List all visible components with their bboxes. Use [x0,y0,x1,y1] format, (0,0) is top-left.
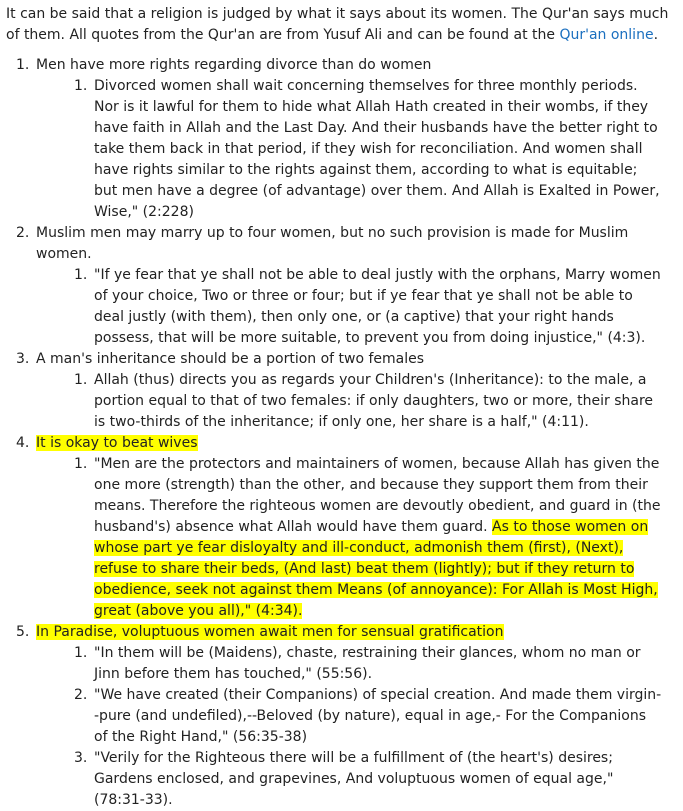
quote-text: "Verily for the Righteous there will be a fulfillment of (the heart's) desires; Gardens enclosed, and grapevines, And voluptuous women of equal age," (78:31-33). [94,750,614,808]
claim-number: 1. [16,57,30,73]
quote-item [36,748,675,811]
quote-number: 1. [74,267,88,283]
intro-paragraph [6,4,675,46]
claim-item-5 [6,622,675,811]
quran-online-link[interactable]: Qur'an online [559,27,654,43]
quote-item [36,265,675,349]
quote-number: 1. [74,78,88,94]
quote-list [36,643,675,811]
quote-number: 2. [74,687,88,703]
claim-number: 3. [16,351,30,367]
claim-title: A man's inheritance should be a portion of two females [36,351,425,367]
claim-item-2 [6,223,675,349]
intro-text: It can be said that a religion is judged by what it says about its women. The Qur'an says much of them. All quotes from the Qur'an are from Yusuf Ali and can be found at the [6,6,669,43]
quote-number: 1. [74,372,88,388]
claim-item-3 [6,349,675,433]
claim-number: 4. [16,435,30,451]
quote-list [36,76,675,223]
claim-title-highlight: It is okay to beat wives [36,435,198,451]
quote-list [36,454,675,622]
claims-list [6,55,675,811]
claim-title-highlight: In Paradise, voluptuous women await men for sensual gratification [36,624,504,640]
quote-number: 1. [74,645,88,661]
intro-end: . [653,27,659,43]
claim-number: 2. [16,225,30,241]
quote-item [36,76,675,223]
claim-title: Muslim men may marry up to four women, but no such provision is made for Muslim women. [36,225,629,262]
claim-item-1 [6,55,675,223]
quote-text: "We have created (their Companions) of special creation. And made them virgin--pure (and undefiled),--Beloved (by nature), equal in age,- For the Companions of the Right Hand," (56:35-38) [94,687,662,745]
quote-list [36,370,675,433]
quote-text: Allah (thus) directs you as regards your Children's (Inheritance): to the male, a portion equal to that of two females: if only daughters, two or more, their share is two-thirds of the inheritance; if only one, her share is a half," (4:11). [94,372,654,430]
quote-item [36,643,675,685]
quote-text: "In them will be (Maidens), chaste, restraining their glances, whom no man or Jinn before them has touched," (55:56). [94,645,641,682]
quote-item [36,370,675,433]
quote-list [36,265,675,349]
quote-text: Divorced women shall wait concerning themselves for three monthly periods. Nor is it lawful for them to hide what Allah Hath created in their wombs, if they have faith in Allah and the Last Day. And their husbands have the better right to take them back in that period, if they wish for reconciliation. And women shall have rights similar to the rights against them, according to what is equitable; but men have a degree (of advantage) over them. And Allah is Exalted in Power, Wise," (2:228) [94,78,660,220]
quote-text: "Men are the protectors and maintainers of women, because Allah has given the one more (strength) than the other, and because they support them from their means. Therefore the righteous women are devoutly obedient, and guard in (the husband's) absence what Allah would have them guard. [94,456,661,535]
quote-item [36,685,675,748]
quote-highlight: As to those women on whose part ye fear disloyalty and ill-conduct, admonish them (first), (Next), refuse to share their beds, (And last) beat them (lightly); but if they return to obedience, seek not against them Means (of annoyance): For Allah is Most High, great (above you all)," (4:34). [94,519,658,619]
quote-text: "If ye fear that ye shall not be able to deal justly with the orphans, Marry women of your choice, Two or three or four; but if ye fear that ye shall not be able to deal justly (with them), then only one, or (a captive) that your right hands possess, that will be more suitable, to prevent you from doing injustice," (4:3). [94,267,661,346]
quote-item [36,454,675,622]
claim-title: Men have more rights regarding divorce than do women [36,57,432,73]
claim-item-4 [6,433,675,622]
quote-number: 1. [74,456,88,472]
claim-number: 5. [16,624,30,640]
quote-number: 3. [74,750,88,766]
